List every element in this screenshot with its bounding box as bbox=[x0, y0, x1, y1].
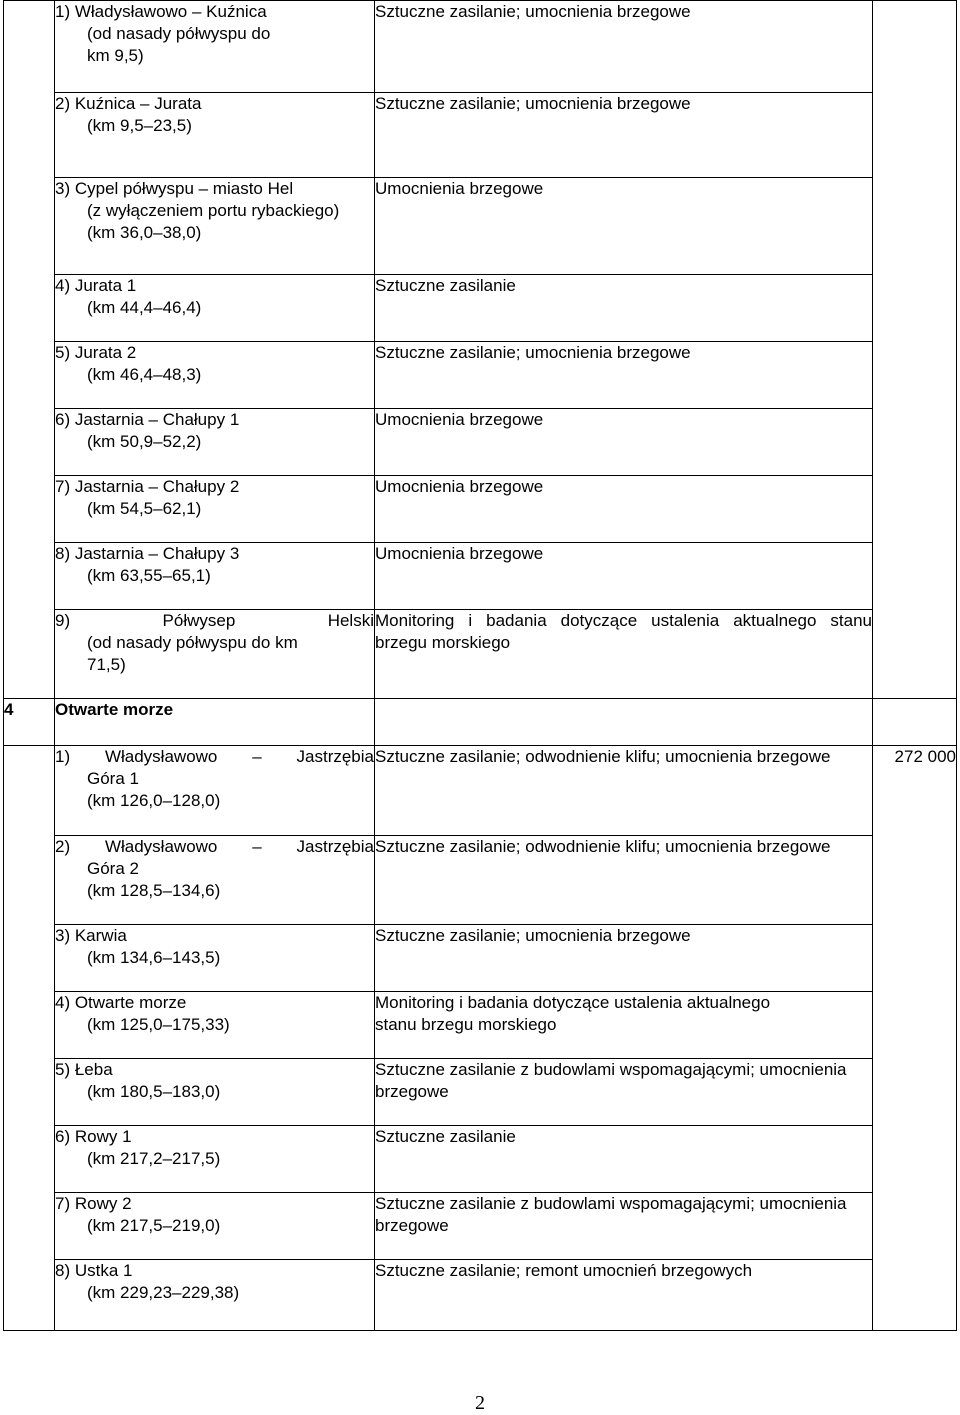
table-row bbox=[4, 409, 957, 476]
measure-cell: Umocnienia brzegowe bbox=[375, 409, 873, 476]
table-row bbox=[4, 1126, 957, 1193]
table-row bbox=[4, 992, 957, 1059]
location-cell: 4) Jurata 1 (km 44,4–46,4) bbox=[55, 275, 375, 342]
measure-cell: Monitoring i badania dotyczące ustalenia aktualnego stanu brzegu morskiego bbox=[375, 610, 873, 699]
table-row bbox=[4, 746, 957, 836]
location-cell: 2) Władysławowo – Jastrzębia Góra 2 (km 128,5–134,6) bbox=[55, 836, 375, 925]
location-cell: 5) Łeba (km 180,5–183,0) bbox=[55, 1059, 375, 1126]
location-cell: 6) Jastarnia – Chałupy 1 (km 50,9–52,2) bbox=[55, 409, 375, 476]
section-title: Otwarte morze bbox=[55, 699, 375, 746]
location-cell: 2) Kuźnica – Jurata (km 9,5–23,5) bbox=[55, 93, 375, 178]
table-row bbox=[4, 93, 957, 178]
measure-cell: Sztuczne zasilanie z budowlami wspomagającymi; umocnienia brzegowe bbox=[375, 1059, 873, 1126]
table-row bbox=[4, 1193, 957, 1260]
measure-cell: Sztuczne zasilanie; umocnienia brzegowe bbox=[375, 1, 873, 93]
table-row bbox=[4, 836, 957, 925]
section-number: 4 bbox=[4, 699, 55, 746]
page-number: 2 bbox=[475, 1392, 485, 1414]
measure-cell: Sztuczne zasilanie; odwodnienie klifu; umocnienia brzegowe bbox=[375, 836, 873, 925]
location-cell: 3) Karwia (km 134,6–143,5) bbox=[55, 925, 375, 992]
table-row bbox=[4, 543, 957, 610]
empty-cell bbox=[873, 699, 957, 746]
section-header-row bbox=[4, 699, 957, 746]
section-number-cell bbox=[4, 1, 55, 699]
measure-cell: Monitoring i badania dotyczące ustalenia aktualnego stanu brzegu morskiego bbox=[375, 992, 873, 1059]
cost-cell: 272 000 bbox=[873, 746, 957, 1331]
measure-cell: Umocnienia brzegowe bbox=[375, 178, 873, 275]
measure-cell: Sztuczne zasilanie bbox=[375, 275, 873, 342]
location-cell: 1) Władysławowo – Jastrzębia Góra 1 (km 126,0–128,0) bbox=[55, 746, 375, 836]
table-row bbox=[4, 275, 957, 342]
measure-cell: Sztuczne zasilanie; remont umocnień brzegowych bbox=[375, 1260, 873, 1331]
location-cell: 1) Władysławowo – Kuźnica (od nasady półwyspu do km 9,5) bbox=[55, 1, 375, 93]
measure-cell: Sztuczne zasilanie; umocnienia brzegowe bbox=[375, 925, 873, 992]
table-row bbox=[4, 476, 957, 543]
location-cell: 7) Rowy 2 (km 217,5–219,0) bbox=[55, 1193, 375, 1260]
location-cell: 9) Półwysep Helski (od nasady półwyspu do km 71,5) bbox=[55, 610, 375, 699]
measure-cell: Sztuczne zasilanie; odwodnienie klifu; umocnienia brzegowe bbox=[375, 746, 873, 836]
measure-cell: Sztuczne zasilanie bbox=[375, 1126, 873, 1193]
table-row bbox=[4, 1059, 957, 1126]
location-cell: 5) Jurata 2 (km 46,4–48,3) bbox=[55, 342, 375, 409]
measure-cell: Sztuczne zasilanie z budowlami wspomagającymi; umocnienia brzegowe bbox=[375, 1193, 873, 1260]
table-row bbox=[4, 610, 957, 699]
table-row bbox=[4, 925, 957, 992]
measure-cell: Umocnienia brzegowe bbox=[375, 543, 873, 610]
section-number-cell bbox=[4, 746, 55, 1331]
location-cell: 7) Jastarnia – Chałupy 2 (km 54,5–62,1) bbox=[55, 476, 375, 543]
measures-table bbox=[3, 0, 957, 1331]
measure-cell: Sztuczne zasilanie; umocnienia brzegowe bbox=[375, 342, 873, 409]
location-cell: 3) Cypel półwyspu – miasto Hel (z wyłączeniem portu rybackiego) (km 36,0–38,0) bbox=[55, 178, 375, 275]
table-row bbox=[4, 342, 957, 409]
location-cell: 4) Otwarte morze (km 125,0–175,33) bbox=[55, 992, 375, 1059]
empty-cell bbox=[375, 699, 873, 746]
location-cell: 8) Ustka 1 (km 229,23–229,38) bbox=[55, 1260, 375, 1331]
table-row bbox=[4, 178, 957, 275]
table-row bbox=[4, 1, 957, 93]
table-row bbox=[4, 1260, 957, 1331]
cost-cell bbox=[873, 1, 957, 699]
location-cell: 6) Rowy 1 (km 217,2–217,5) bbox=[55, 1126, 375, 1193]
measure-cell: Sztuczne zasilanie; umocnienia brzegowe bbox=[375, 93, 873, 178]
measure-cell: Umocnienia brzegowe bbox=[375, 476, 873, 543]
location-cell: 8) Jastarnia – Chałupy 3 (km 63,55–65,1) bbox=[55, 543, 375, 610]
